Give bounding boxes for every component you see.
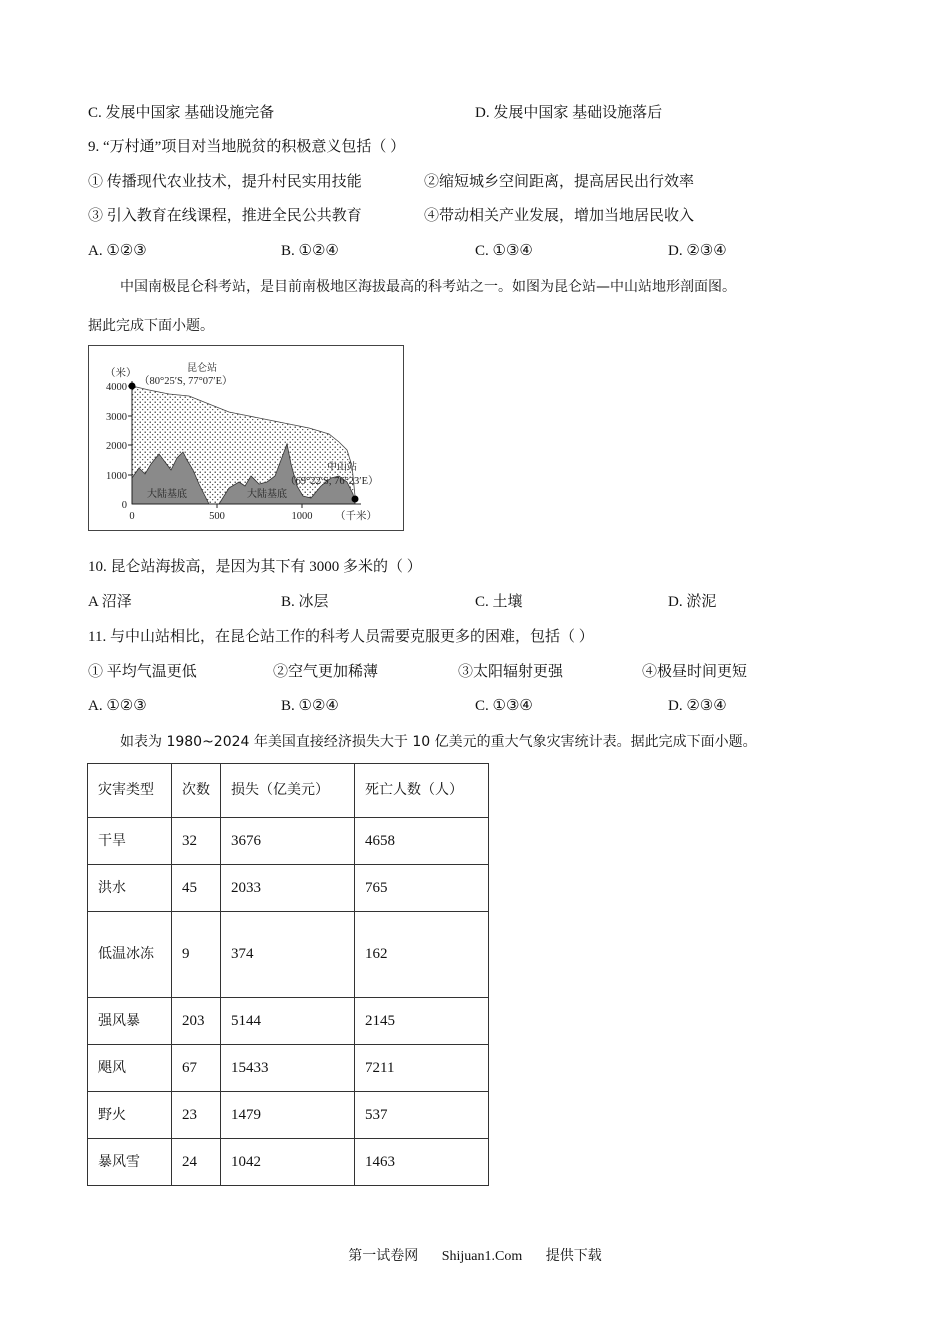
zhongshan-station-marker [352, 496, 359, 503]
y-axis-unit: （米） [105, 368, 137, 379]
q11-option-c: C. ①③④ [475, 698, 533, 714]
cell-count: 203 [172, 998, 221, 1045]
table-row [88, 998, 489, 1045]
table-row [88, 818, 489, 865]
cell-type: 强风暴 [88, 998, 172, 1045]
y-tick-1000: 1000 [106, 471, 127, 482]
y-tick-0: 0 [121, 500, 127, 511]
cell-count: 23 [172, 1092, 221, 1139]
cell-loss: 3676 [221, 818, 355, 865]
q9-item-4: ④带动相关产业发展，增加当地居民收入 [424, 208, 695, 224]
cell-loss: 1479 [221, 1092, 355, 1139]
table-header-type: 灾害类型 [88, 764, 172, 818]
q9-option-d: D. ②③④ [668, 243, 727, 259]
cell-loss: 1042 [221, 1139, 355, 1186]
q11-item-1: ① 平均气温更低 [88, 664, 197, 680]
q11-option-b: B. ①②④ [281, 698, 339, 714]
q10-option-c: C. 土壤 [475, 594, 523, 610]
cell-count: 67 [172, 1045, 221, 1092]
q8-option-d: D. 发展中国家 基础设施落后 [475, 105, 663, 121]
kunlun-station-name: 昆仑站 [187, 363, 217, 374]
cell-count: 45 [172, 865, 221, 912]
q10-option-a: A 沼泽 [88, 594, 132, 610]
intro-antarctica-line2: 据此完成下面小题。 [88, 318, 214, 334]
bedrock-label-right: 大陆基底 [247, 489, 287, 500]
x-axis-unit: （千米） [335, 511, 377, 522]
footer-site-name: 第一试卷网 [348, 1249, 419, 1264]
table-row [88, 865, 489, 912]
terrain-profile-figure [88, 345, 404, 531]
cell-deaths: 162 [355, 912, 489, 998]
cell-type: 洪水 [88, 865, 172, 912]
cell-type: 暴风雪 [88, 1139, 172, 1186]
q10-stem: 10. 昆仑站海拔高，是因为其下有 3000 多米的（ ） [88, 559, 422, 575]
q11-option-a: A. ①②③ [88, 698, 147, 714]
q9-option-a: A. ①②③ [88, 243, 147, 259]
q11-item-3: ③太阳辐射更强 [458, 664, 564, 680]
cell-deaths: 7211 [355, 1045, 489, 1092]
cell-deaths: 4658 [355, 818, 489, 865]
bedrock-label-left: 大陆基底 [147, 489, 187, 500]
kunlun-station-marker [129, 383, 136, 390]
y-tick-2000: 2000 [106, 441, 127, 452]
cell-count: 24 [172, 1139, 221, 1186]
footer-site-domain[interactable]: Shijuan1.Com [441, 1249, 523, 1264]
table-row [88, 912, 489, 998]
kunlun-station-coord: （80°25′S, 77°07′E） [139, 376, 233, 387]
q11-stem: 11. 与中山站相比，在昆仑站工作的科考人员需要克服更多的困难，包括（ ） [88, 629, 594, 645]
table-header-count: 次数 [172, 764, 221, 818]
cell-loss: 5144 [221, 998, 355, 1045]
cell-type: 野火 [88, 1092, 172, 1139]
disaster-table [87, 763, 489, 1186]
cell-loss: 2033 [221, 865, 355, 912]
cell-loss: 15433 [221, 1045, 355, 1092]
table-row [88, 1139, 489, 1186]
q11-option-d: D. ②③④ [668, 698, 727, 714]
cell-count: 32 [172, 818, 221, 865]
cell-type: 低温冰冻 [88, 912, 172, 998]
x-tick-500: 500 [209, 511, 225, 522]
cell-type: 干旱 [88, 818, 172, 865]
cell-deaths: 765 [355, 865, 489, 912]
q10-option-d: D. 淤泥 [668, 594, 717, 610]
intro-table: 如表为 1980~2024 年美国直接经济损失大于 10 亿美元的重大气象灾害统计表。据此完成下面小题。 [120, 734, 757, 750]
q8-option-c: C. 发展中国家 基础设施完备 [88, 105, 275, 121]
cell-deaths: 537 [355, 1092, 489, 1139]
table-header-row [88, 764, 489, 818]
q9-stem: 9. “万村通”项目对当地脱贫的积极意义包括（ ） [88, 139, 406, 155]
cell-deaths: 1463 [355, 1139, 489, 1186]
table-row [88, 1092, 489, 1139]
terrain-profile-svg [89, 346, 403, 530]
q9-item-2: ②缩短城乡空间距离，提高居民出行效率 [424, 174, 695, 190]
q9-option-c: C. ①③④ [475, 243, 533, 259]
q10-option-b: B. 冰层 [281, 594, 329, 610]
cell-loss: 374 [221, 912, 355, 998]
intro-antarctica-line1: 中国南极昆仑科考站，是目前南极地区海拔最高的科考站之一。如图为昆仑站—中山站地形剖面图。 [120, 279, 736, 295]
table-header-deaths: 死亡人数（人） [355, 764, 489, 818]
cell-type: 飓风 [88, 1045, 172, 1092]
q9-item-3: ③ 引入教育在线课程，推进全民公共教育 [88, 208, 362, 224]
q11-item-4: ④极昼时间更短 [642, 664, 748, 680]
table-row [88, 1045, 489, 1092]
x-tick-1000: 1000 [291, 511, 313, 522]
page-footer [0, 1247, 950, 1267]
q9-item-1: ① 传播现代农业技术，提升村民实用技能 [88, 174, 362, 190]
zhongshan-station-coord: （69°22′S, 76°23′E） [285, 476, 379, 487]
q9-option-b: B. ①②④ [281, 243, 339, 259]
cell-deaths: 2145 [355, 998, 489, 1045]
y-tick-3000: 3000 [106, 412, 127, 423]
table-header-loss: 损失（亿美元） [221, 764, 355, 818]
footer-provide: 提供下载 [545, 1249, 602, 1264]
q11-item-2: ②空气更加稀薄 [273, 664, 379, 680]
x-tick-0: 0 [129, 511, 135, 522]
zhongshan-station-name: 中山站 [327, 462, 357, 473]
y-tick-4000: 4000 [106, 382, 127, 393]
cell-count: 9 [172, 912, 221, 998]
